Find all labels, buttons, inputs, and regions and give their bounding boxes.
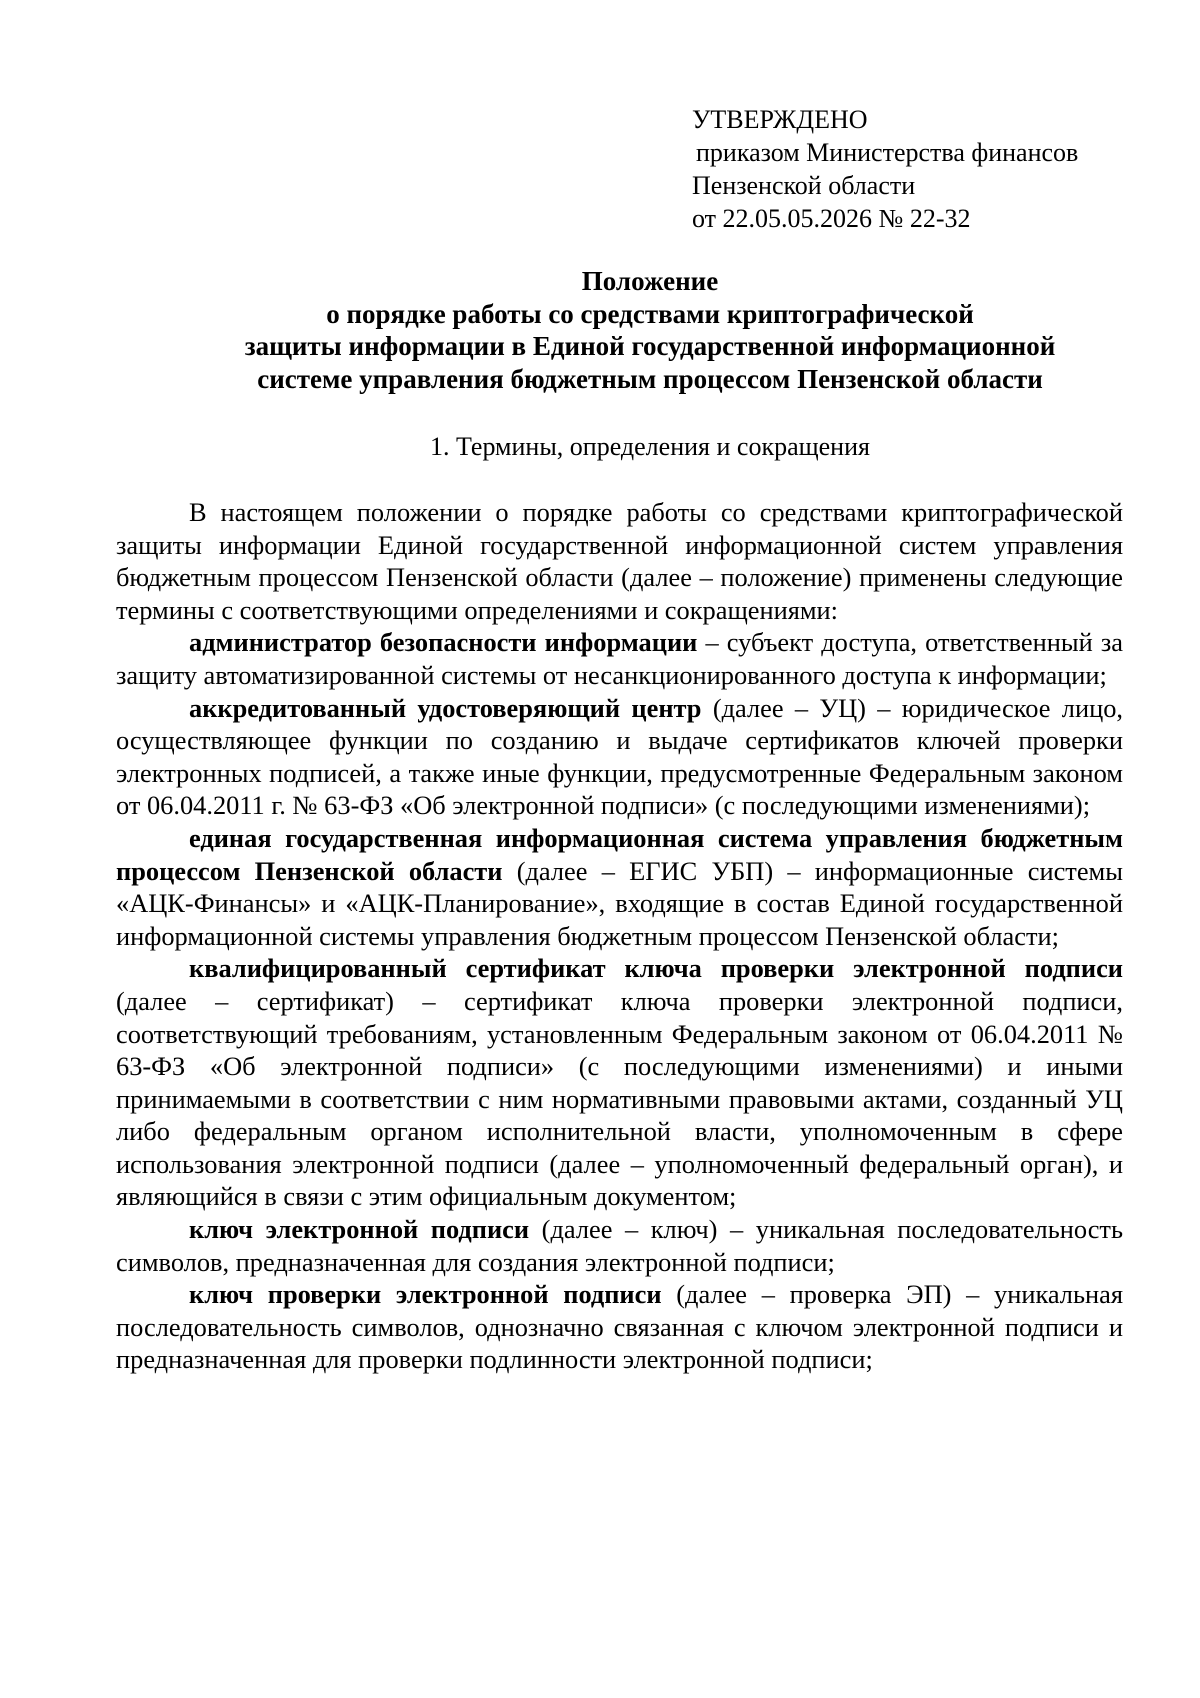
approval-region-line: Пензенской области [692,171,916,200]
approval-stamp-label: УТВЕРЖДЕНО [692,105,868,134]
definition-term: ключ проверки электронной подписи [189,1279,662,1310]
definition-paragraph [116,822,1123,952]
definition-text: (далее – проверка ЭП) – уникальная последовательность символов, однозначно связанная с ключом электронной подписи и предназначенная для проверки подлинности электронной подписи; [116,1279,1123,1375]
definition-paragraph [116,1278,1123,1376]
title-line-2: о порядке работы со средствами криптографической [326,298,974,329]
approval-order-line: приказом Министерства финансов [696,138,1079,167]
definition-paragraph [116,626,1123,691]
approval-date-number: от 22.05.05.2026 № 22-32 [692,204,971,233]
definition-text: – субъект доступа, ответственный за защиту автоматизированной системы от несанкционированного доступа к информации; [116,627,1123,690]
definition-text: (далее – ключ) – уникальная последовательность символов, предназначенная для создания электронной подписи; [116,1214,1124,1277]
definition-term: администратор безопасности информации [189,627,698,658]
definition-paragraph [116,952,1123,1213]
document-body [116,496,1123,1376]
definition-term: аккредитованный удостоверяющий центр [189,692,702,723]
definition-text: (далее – ЕГИС УБП) – информационные системы «АЦК-Финансы» и «АЦК-Планирование», входящие в состав Единой государственной информационной системы управления бюджетным процессом Пензенской области; [116,855,1123,951]
title-line-1: Положение [581,266,719,296]
definition-text: (далее – УЦ) – юридическое лицо, осуществляющее функции по созданию и выдаче сертификатов ключей проверки электронных подписей, а также иные функции, предусмотренные Федеральным законом от 06.04.2011 г. № 63-ФЗ «Об электронной подписи» (с последующими изменениями); [116,692,1123,821]
definition-term: ключ электронной подписи [189,1214,530,1245]
title-line-3: защиты информации в Единой государственной информационной [244,331,1056,361]
definition-text: (далее – сертификат) – сертификат ключа проверки электронной подписи, соответствующий требованиям, установленным Федеральным законом от 06.04.2011 № 63-ФЗ «Об электронной подписи» (с последующими изменениями) и иными принимаемыми в соответствии с ним нормативными правовыми актами, созданный УЦ либо федеральным органом исполнительной власти, уполномоченным в сфере использования электронной подписи (далее – уполномоченный федеральный орган), и являющийся в связи с этим официальным документом; [116,985,1123,1212]
definition-paragraph [116,1213,1123,1278]
intro-paragraph: В настоящем положении о порядке работы со средствами криптографической защиты информации Единой государственной информационной систем управления бюджетным процессом Пензенской области (далее – положение) применены следующие термины с соответствующими определениями и сокращениями: [116,497,1123,625]
section-heading: 1. Термины, определения и сокращения [430,432,870,461]
title-line-4: системе управления бюджетным процессом Пензенской области [257,363,1043,394]
document-title [150,265,1150,395]
definition-term: единая государственная информационная система управления бюджетным процессом Пензенской области [116,822,1123,886]
definition-term: квалифицированный сертификат ключа проверки электронной подписи [189,953,1123,984]
approval-block [692,103,1078,235]
definition-paragraph [116,692,1123,822]
